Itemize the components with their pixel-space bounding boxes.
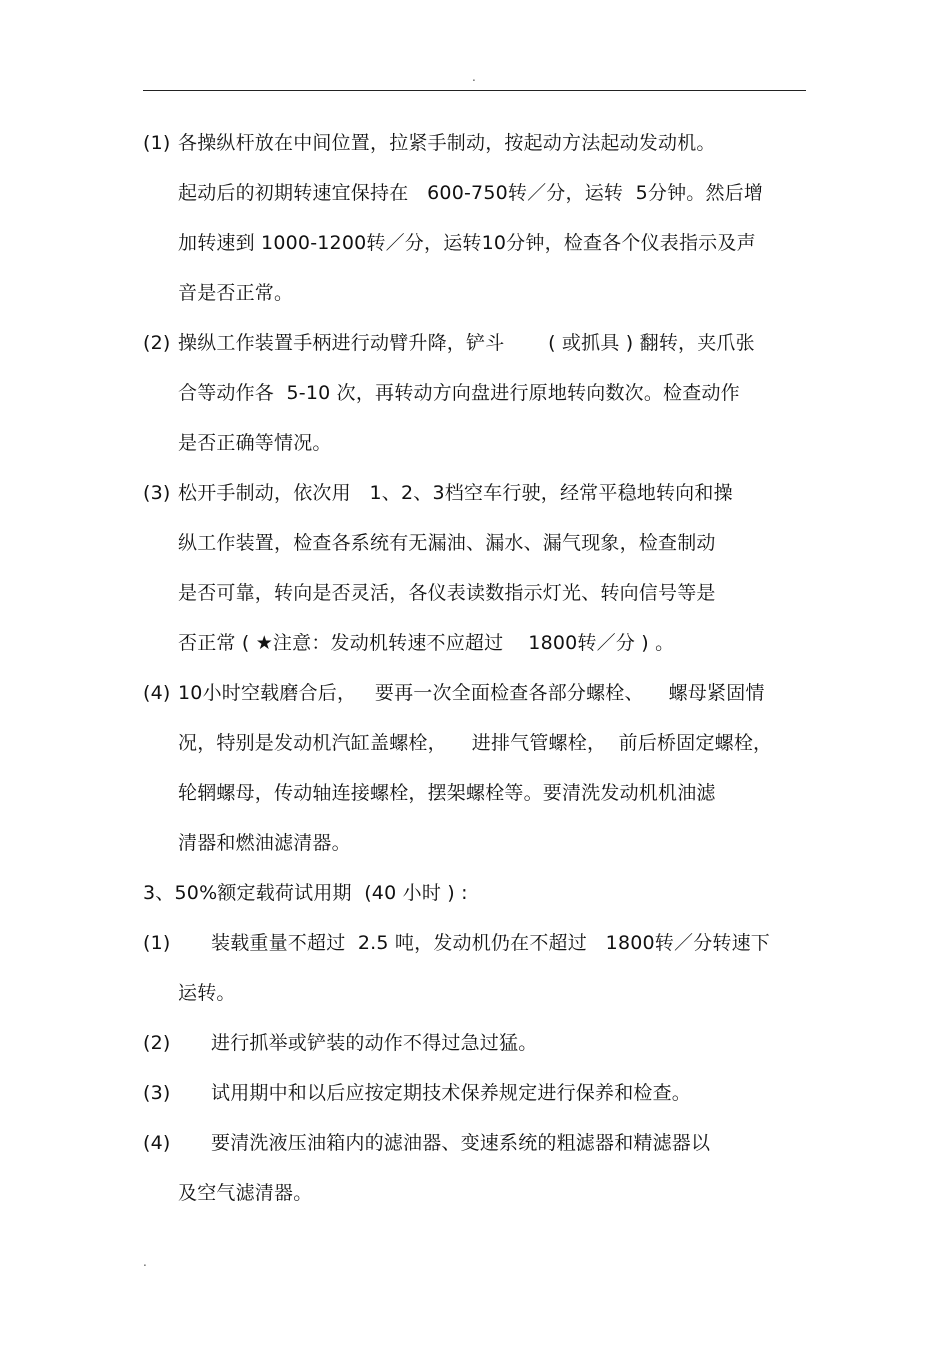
- line-text: 音是否正常。: [178, 282, 294, 304]
- item-number: (4): [143, 1132, 171, 1154]
- header-dot: .: [472, 70, 476, 84]
- item-number: (1): [143, 132, 171, 154]
- line-text: 要清洗液压油箱内的滤油器、变速系统的粗滤器和精滤器以: [211, 1132, 711, 1154]
- item-number: (3): [143, 482, 171, 504]
- line-text: 各操纵杆放在中间位置，拉紧手制动，按起动方法起动发动机。: [178, 132, 716, 154]
- line-text: 况，特别是发动机汽缸盖螺栓， 进排气管螺栓， 前后桥固定螺栓，: [178, 732, 773, 754]
- item-number: (3): [143, 1082, 171, 1104]
- line-text: 否正常 ( ★注意：发动机转速不应超过 1800转／分 ) 。: [178, 632, 675, 654]
- line-text: 清器和燃油滤清器。: [178, 832, 351, 854]
- item-number: (1): [143, 932, 171, 954]
- line-text: 装载重量不超过 2.5 吨，发动机仍在不超过 1800转／分转速下: [211, 932, 771, 954]
- line-text: 起动后的初期转速宜保持在 600-750转／分，运转 5分钟。然后增: [178, 182, 764, 204]
- line-text: 试用期中和以后应按定期技术保养规定进行保养和检查。: [211, 1082, 692, 1104]
- line-text: 纵工作装置，检查各系统有无漏油、漏水、漏气现象，检查制动: [178, 532, 716, 554]
- line-text: 加转速到 1000-1200转／分，运转10分钟，检查各个仪表指示及声: [178, 232, 756, 254]
- line-text: 合等动作各 5-10 次，再转动方向盘进行原地转向数次。检查动作: [178, 382, 740, 404]
- line-text: 运转。: [178, 982, 236, 1004]
- header-rule: [143, 90, 806, 91]
- line-text: 进行抓举或铲装的动作不得过急过猛。: [211, 1032, 538, 1054]
- line-text: 轮辋螺母，传动轴连接螺栓，摆架螺栓等。要清洗发动机机油滤: [178, 782, 716, 804]
- line-text: 3、50%额定载荷试用期 (40 小时 ) :: [143, 882, 468, 904]
- line-text: 10小时空载磨合后， 要再一次全面检查各部分螺栓、 螺母紧固情: [178, 682, 765, 704]
- line-text: 松开手制动，依次用 1、2、3档空车行驶，经常平稳地转向和操: [178, 482, 733, 504]
- line-text: 是否可靠，转向是否灵活，各仪表读数指示灯光、转向信号等是: [178, 582, 716, 604]
- line-text: 操纵工作装置手柄进行动臂升降，铲斗 ( 或抓具 ) 翻转，夹爪张: [178, 332, 755, 354]
- item-number: (2): [143, 332, 171, 354]
- item-number: (4): [143, 682, 171, 704]
- line-text: 及空气滤清器。: [178, 1182, 313, 1204]
- item-number: (2): [143, 1032, 171, 1054]
- footer-dot: .: [143, 1255, 147, 1269]
- line-text: 是否正确等情况。: [178, 432, 332, 454]
